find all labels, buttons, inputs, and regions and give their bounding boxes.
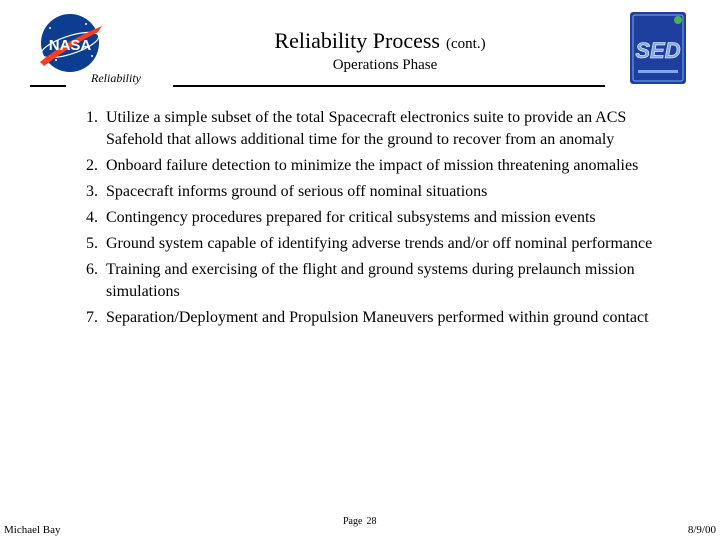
list-item xyxy=(86,107,676,151)
list-item xyxy=(86,207,676,229)
sed-logo xyxy=(630,12,686,84)
item-number: 6. xyxy=(86,261,98,278)
list-item xyxy=(86,233,676,255)
nasa-logo xyxy=(34,12,106,74)
item-number: 3. xyxy=(86,183,98,200)
list-item xyxy=(86,155,676,177)
item-number: 1. xyxy=(86,109,98,126)
page-subtitle: Operations Phase xyxy=(332,57,438,73)
header-rule-left xyxy=(30,85,66,87)
list-item xyxy=(86,181,676,203)
item-number: 2. xyxy=(86,157,98,174)
list-item xyxy=(86,307,676,329)
page-number: 28 xyxy=(366,516,377,527)
title-suffix: (cont.) xyxy=(446,36,486,52)
item-number: 4. xyxy=(86,209,98,226)
footer-date: 8/9/00 xyxy=(687,524,716,536)
item-number: 7. xyxy=(86,309,98,326)
item-number: 5. xyxy=(86,235,98,252)
list-item xyxy=(86,259,676,303)
item-text: Spacecraft informs ground of serious off nominal situations xyxy=(106,183,488,200)
item-text: Contingency procedures prepared for critical subsystems and mission events xyxy=(106,209,596,226)
page-title xyxy=(180,28,580,57)
item-text: Onboard failure detection to minimize the impact of mission threatening anomalies xyxy=(106,157,639,174)
item-text: Utilize a simple subset of the total Spacecraft electronics suite to provide an ACS Safehold that allows additional time for the ground to recover from an anomaly xyxy=(106,109,627,148)
item-text: Training and exercising of the flight and ground systems during prelaunch mission simulations xyxy=(106,261,635,300)
item-list xyxy=(86,107,676,333)
nasa-logo-text: NASA xyxy=(48,37,92,54)
header-rule-right xyxy=(173,85,605,87)
item-text: Ground system capable of identifying adverse trends and/or off nominal performance xyxy=(106,235,653,252)
section-label: Reliability xyxy=(91,71,141,85)
footer-page xyxy=(343,516,376,528)
title-text: Reliability Process xyxy=(274,28,440,53)
item-text: Separation/Deployment and Propulsion Maneuvers performed within ground contact xyxy=(106,309,649,326)
footer-author: Michael Bay xyxy=(4,524,61,536)
sed-logo-text: SED xyxy=(635,38,681,63)
page-label: Page xyxy=(343,516,363,527)
